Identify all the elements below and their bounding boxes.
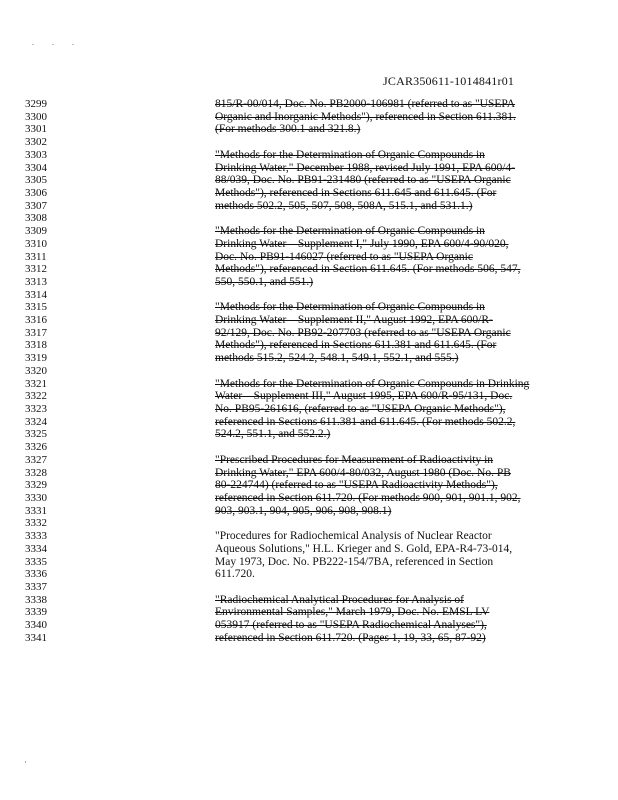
line-number: 3301: [25, 123, 47, 136]
struck-text: "Prescribed Procedures for Measurement of Radioactivity in: [215, 453, 494, 466]
line-number: 3308: [25, 212, 47, 225]
line-text: Aqueous Solutions," H.L. Krieger and S. Gold, EPA-R4-73-014,: [215, 542, 513, 555]
line-number: 3311: [25, 250, 47, 263]
line-number: 3327: [25, 453, 47, 466]
line-number: 3302: [25, 136, 47, 149]
struck-text: Drinking Water – Supplement II," August 1992, EPA 600/R-: [215, 314, 493, 327]
line-number: 3307: [25, 199, 47, 212]
line-number: 3314: [25, 288, 47, 301]
line-number: 3312: [25, 263, 47, 276]
struck-text: methods 502.2, 505, 507, 508, 508A, 515.1, and 531.1.): [215, 199, 473, 212]
struck-text: Drinking Water – Supplement I," July 1990, EPA 600/4-90/020,: [215, 237, 509, 250]
struck-text: 92/129, Doc. No. PB92-207703 (referred to as "USEPA Organic: [215, 326, 511, 339]
struck-text: 550, 550.1, and 551.): [215, 275, 314, 288]
line-number: 3335: [25, 555, 47, 568]
line-number: 3330: [25, 492, 47, 504]
struck-text: Methods"), referenced in Section 611.645. (For methods 506, 547,: [215, 263, 521, 276]
line-number: 3317: [25, 326, 47, 339]
document-id: JCAR350611-1014841r01: [383, 74, 515, 88]
line-number: 3340: [25, 619, 47, 632]
line-number: 3323: [25, 403, 47, 416]
struck-text: "Methods for the Determination of Organic Compounds in: [215, 225, 485, 238]
struck-text: "Methods for the Determination of Organic Compounds in Drinking: [215, 377, 530, 390]
line-number: 3339: [25, 606, 47, 619]
line-number: 3310: [25, 237, 47, 250]
struck-text: Methods"), referenced in Sections 611.645 and 611.645. (For: [215, 186, 497, 199]
struck-text: "Methods for the Determination of Organic Compounds in: [215, 301, 485, 314]
line-number: 3304: [25, 161, 47, 174]
line-number: 3316: [25, 314, 47, 327]
line-number: 3324: [25, 415, 47, 428]
line-number: 3321: [25, 377, 47, 390]
line-number: 3334: [25, 542, 47, 555]
line-number: 3322: [25, 390, 47, 403]
corner-dots: . . .: [32, 38, 82, 47]
line-number: 3319: [25, 352, 47, 365]
line-number: 3300: [25, 110, 47, 123]
struck-text: referenced in Section 611.720. (For methods 900, 901, 901.1, 902,: [215, 492, 521, 504]
struck-text: "Methods for the Determination of Organic Compounds in: [215, 148, 485, 161]
line-number: 3326: [25, 441, 47, 454]
struck-text: No. PB95-261616, (referred to as "USEPA Organic Methods"),: [215, 403, 506, 416]
struck-text: 80-224744) (referred to as "USEPA Radioactivity Methods"),: [215, 479, 498, 492]
struck-text: 053917 (referred to as "USEPA Radiochemical Analyses"),: [215, 619, 487, 632]
struck-text: 524.2, 551.1, and 552.2.): [215, 428, 331, 441]
line-number: 3341: [25, 631, 47, 644]
line-number: 3309: [25, 225, 47, 238]
struck-text: Methods"), referenced in Sections 611.381 and 611.645. (For: [215, 339, 497, 352]
struck-text: "Radiochemical Analytical Procedures for Analysis of: [215, 593, 465, 606]
line-number: 3305: [25, 174, 47, 187]
line-number: 3332: [25, 517, 47, 530]
struck-text: 88/039, Doc. No. PB91-231480 (referred to as "USEPA Organic: [215, 174, 511, 187]
struck-text: Drinking Water," EPA 600/4-80/032, August 1980 (Doc. No. PB: [215, 466, 511, 479]
struck-text: Drinking Water," December 1988, revised July 1991, EPA 600/4-: [215, 161, 516, 174]
struck-text: referenced in Section 611.720. (Pages 1, 19, 33, 65, 87-92): [215, 631, 486, 644]
struck-text: Doc. No. PB91-146027 (referred to as "USEPA Organic: [215, 250, 473, 263]
line-number: 3336: [25, 568, 47, 581]
struck-text: Organic and Inorganic Methods"), referenced in Section 611.381.: [215, 110, 516, 123]
line-number: 3329: [25, 479, 47, 492]
page-mark: ·: [24, 757, 27, 767]
line-number: 3315: [25, 301, 47, 314]
struck-text: 815/R-00/014, Doc. No. PB2000-106981 (referred to as "USEPA: [215, 98, 516, 110]
struck-text: referenced in Sections 611.381 and 611.645. (For methods 502.2,: [215, 415, 516, 428]
line-number: 3313: [25, 275, 47, 288]
struck-text: Water – Supplement III," August 1995, EPA 600/R-95/131, Doc.: [215, 390, 513, 403]
line-number: 3325: [25, 428, 47, 441]
line-text: May 1973, Doc. No. PB222-154/7BA, referenced in Section: [215, 555, 494, 568]
struck-text: (For methods 300.1 and 321.8.): [215, 123, 361, 136]
line-number: 3318: [25, 339, 47, 352]
line-number: 3333: [25, 530, 47, 543]
line-number: 3328: [25, 466, 47, 479]
line-text: "Procedures for Radiochemical Analysis of Nuclear Reactor: [215, 530, 492, 543]
line-number: 3306: [25, 186, 47, 199]
line-number: 3299: [25, 98, 47, 110]
line-text: 611.720.: [215, 568, 255, 581]
struck-text: methods 515.2, 524.2, 548.1, 549.1, 552.1, and 555.): [215, 352, 459, 365]
struck-text: Environmental Samples," March 1979, Doc. No. EMSL LV: [215, 606, 490, 619]
line-number: 3338: [25, 593, 47, 606]
line-number: 3320: [25, 364, 47, 377]
line-number: 3331: [25, 504, 47, 517]
line-number: 3337: [25, 580, 47, 593]
line-number: 3303: [25, 148, 47, 161]
struck-text: 903, 903.1, 904, 905, 906, 908, 908.1): [215, 504, 392, 517]
